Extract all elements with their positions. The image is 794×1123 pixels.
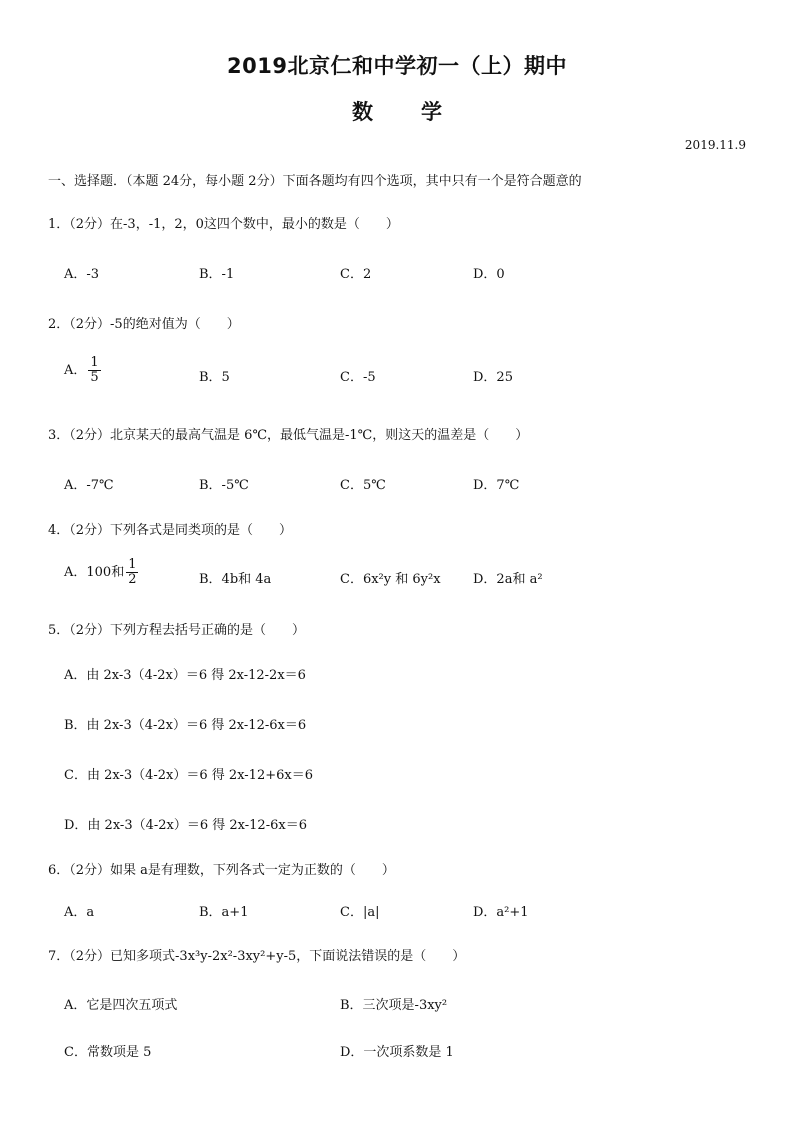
q5-option-d: D．由 2x-3（4-2x）＝6 得 2x-12-6x＝6 (64, 818, 307, 833)
question-3-stem: 3．（2分）北京某天的最高气温是 6℃，最低气温是-1℃，则这天的温差是（ ） (48, 428, 529, 443)
q2-option-b: B．5 (199, 370, 230, 385)
q5-option-c: C．由 2x-3（4-2x）＝6 得 2x-12+6x＝6 (64, 768, 313, 783)
q7-option-d: D．一次项系数是 1 (340, 1045, 454, 1060)
q4-option-a-fraction (126, 558, 138, 587)
fraction-numerator: 1 (90, 355, 99, 370)
q7-option-a: A．它是四次五项式 (64, 998, 178, 1013)
q4-option-a (64, 558, 138, 587)
q5-option-a: A．由 2x-3（4-2x）＝6 得 2x-12-2x＝6 (64, 668, 306, 683)
q1-option-a: A．-3 (64, 267, 100, 282)
q7-option-c: C．常数项是 5 (64, 1045, 152, 1060)
question-6-stem: 6．（2分）如果 a是有理数，下列各式一定为正数的（ ） (48, 863, 395, 878)
section-heading: 一、选择题．（本题 24分，每小题 2分）下面各题均有四个选项，其中只有一个是符合题意的 (48, 174, 582, 189)
subject-title: 数学 (352, 100, 490, 124)
q3-option-b: B．-5℃ (199, 478, 249, 493)
q4-option-c: C．6x²y 和 6y²x (340, 572, 441, 587)
q7-option-b: B．三次项是-3xy² (340, 998, 448, 1013)
question-7-stem: 7．（2分）已知多项式-3x³y-2x²-3xy²+y-5，下面说法错误的是（ ） (48, 949, 466, 964)
q2-option-c: C．-5 (340, 370, 376, 385)
q3-option-c: C．5℃ (340, 478, 386, 493)
q2-option-a-fraction (88, 356, 100, 385)
q6-option-d: D．a²+1 (473, 905, 529, 920)
q1-option-c: C．2 (340, 267, 372, 282)
q2-option-a-prefix: A． (64, 363, 87, 378)
question-5-stem: 5．（2分）下列方程去括号正确的是（ ） (48, 623, 306, 638)
q5-option-b: B．由 2x-3（4-2x）＝6 得 2x-12-6x＝6 (64, 718, 307, 733)
q1-option-d: D．0 (473, 267, 505, 282)
q3-option-a: A．-7℃ (64, 478, 114, 493)
fraction-denominator: 2 (128, 572, 137, 587)
q4-option-b: B．4b和 4a (199, 572, 272, 587)
fraction-numerator: 1 (128, 557, 137, 572)
exam-date: 2019.11.9 (684, 138, 746, 152)
q4-option-a-prefix: A．100和 (64, 565, 125, 580)
q6-option-a: A．a (64, 905, 95, 920)
q3-option-d: D．7℃ (473, 478, 520, 493)
q4-option-d: D．2a和 a² (473, 572, 543, 587)
fraction-denominator: 5 (90, 370, 99, 385)
q6-option-b: B．a+1 (199, 905, 249, 920)
q2-option-a (64, 356, 101, 385)
page-title: 2019北京仁和中学初一（上）期中 (227, 54, 567, 78)
question-4-stem: 4．（2分）下列各式是同类项的是（ ） (48, 523, 293, 538)
question-1-stem: 1．（2分）在-3，-1，2，0这四个数中，最小的数是（ ） (48, 217, 399, 232)
q1-option-b: B．-1 (199, 267, 235, 282)
q2-option-d: D．25 (473, 370, 513, 385)
q6-option-c: C．|a| (340, 905, 380, 920)
question-2-stem: 2．（2分）-5的绝对值为（ ） (48, 317, 240, 332)
